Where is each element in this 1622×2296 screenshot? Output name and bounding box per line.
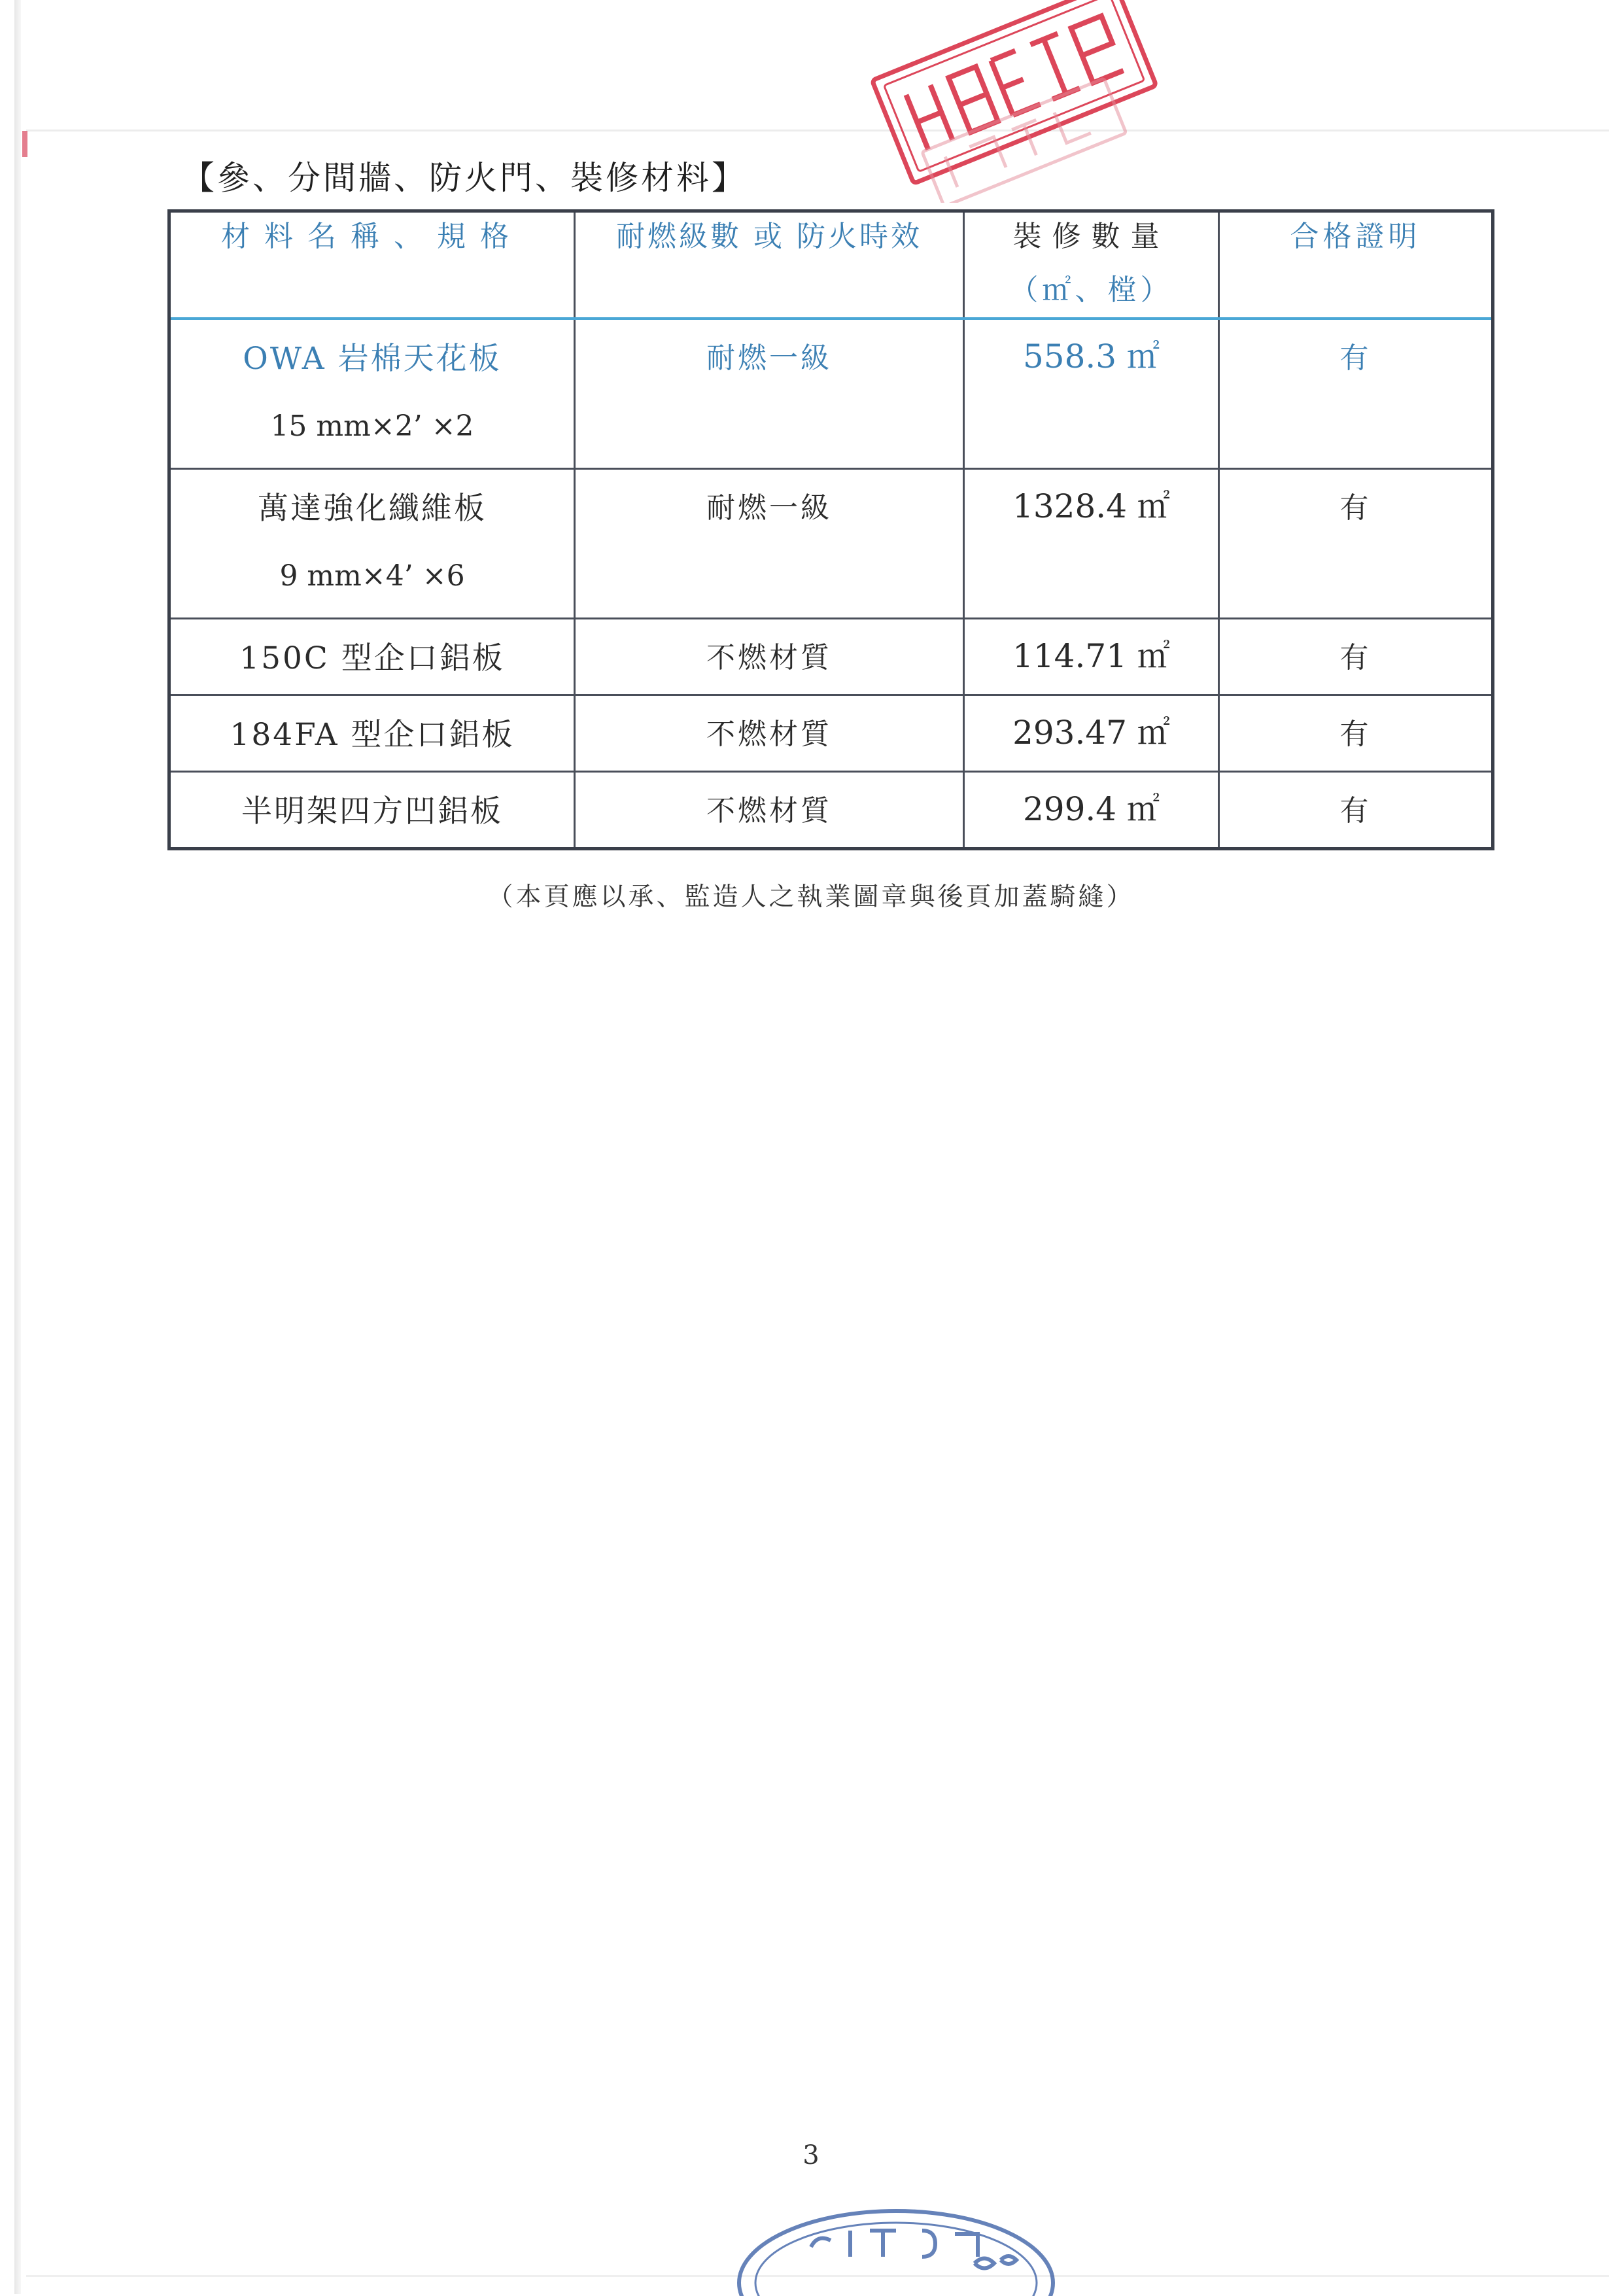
quantity-cell: [964, 695, 1219, 772]
material-name: OWA 岩棉天花板: [243, 341, 502, 377]
table-row: [169, 695, 1493, 772]
fire-rating: 耐燃一級: [706, 341, 832, 375]
certificate-value: 有: [1339, 794, 1372, 827]
page-number: 3: [802, 2140, 820, 2170]
quantity-value: 1328.4 ㎡: [1012, 487, 1170, 525]
certificate-cell: [1219, 772, 1493, 849]
red-seal-stamp: [850, 0, 1190, 203]
blue-seal-stamp: [726, 2185, 1066, 2296]
scan-mark: [22, 131, 27, 157]
material-cell: [169, 469, 575, 619]
table-row: [169, 772, 1493, 849]
table-row: [169, 619, 1493, 695]
certificate-value: 有: [1339, 641, 1372, 674]
fire-rating: 耐燃一級: [706, 491, 832, 525]
header-quantity-unit: （㎡、樘）: [1009, 273, 1173, 307]
certificate-cell: [1219, 619, 1493, 695]
material-cell: [169, 695, 575, 772]
quantity-value: 558.3 ㎡: [1022, 338, 1160, 375]
fire-rating-cell: [575, 469, 964, 619]
materials-table: [167, 209, 1494, 850]
material-name: 萬達強化纖維板: [258, 491, 487, 527]
quantity-value: 293.47 ㎡: [1012, 714, 1170, 752]
header-quantity-label: 裝修數量: [1012, 220, 1170, 253]
table-row: [169, 319, 1493, 469]
material-cell: [169, 619, 575, 695]
fire-rating-cell: [575, 695, 964, 772]
seal-instruction-note: （本頁應以承、監造人之執業圖章與後頁加蓋騎縫）: [487, 882, 1135, 912]
certificate-cell: [1219, 319, 1493, 469]
material-spec: 15 mm×2’ ×2: [270, 409, 474, 443]
fire-rating: 不燃材質: [706, 794, 832, 827]
material-cell: [169, 319, 575, 469]
header-fire-rating: 耐燃級數 或 防火時效: [575, 211, 964, 319]
fire-rating: 不燃材質: [706, 641, 832, 674]
header-quantity: [964, 211, 1219, 319]
fire-rating-cell: [575, 772, 964, 849]
certificate-cell: [1219, 469, 1493, 619]
fire-rating-cell: [575, 319, 964, 469]
material-name: 半明架四方凹鋁板: [241, 793, 503, 829]
fire-rating-cell: [575, 619, 964, 695]
quantity-cell: [964, 469, 1219, 619]
quantity-cell: [964, 619, 1219, 695]
material-cell: [169, 772, 575, 849]
fire-rating: 不燃材質: [706, 718, 832, 751]
header-certificate: 合格證明: [1219, 211, 1493, 319]
certificate-cell: [1219, 695, 1493, 772]
quantity-value: 299.4 ㎡: [1022, 790, 1160, 828]
material-name: 184FA 型企口鋁板: [230, 717, 515, 753]
table-row: [169, 469, 1493, 619]
quantity-cell: [964, 319, 1219, 469]
certificate-value: 有: [1339, 491, 1372, 525]
scan-edge: [14, 0, 21, 2294]
quantity-value: 114.71 ㎡: [1012, 637, 1170, 675]
material-spec: 9 mm×4’ ×6: [279, 559, 465, 593]
material-name: 150C 型企口鋁板: [239, 640, 505, 676]
table-header-row: [169, 211, 1493, 319]
certificate-value: 有: [1339, 341, 1372, 375]
section-title: 【參、分間牆、防火門、裝修材料】: [182, 159, 747, 197]
scan-fold-line: [26, 130, 1609, 131]
certificate-value: 有: [1339, 718, 1372, 751]
quantity-cell: [964, 772, 1219, 849]
header-material-name: 材料名稱、規格: [169, 211, 575, 319]
